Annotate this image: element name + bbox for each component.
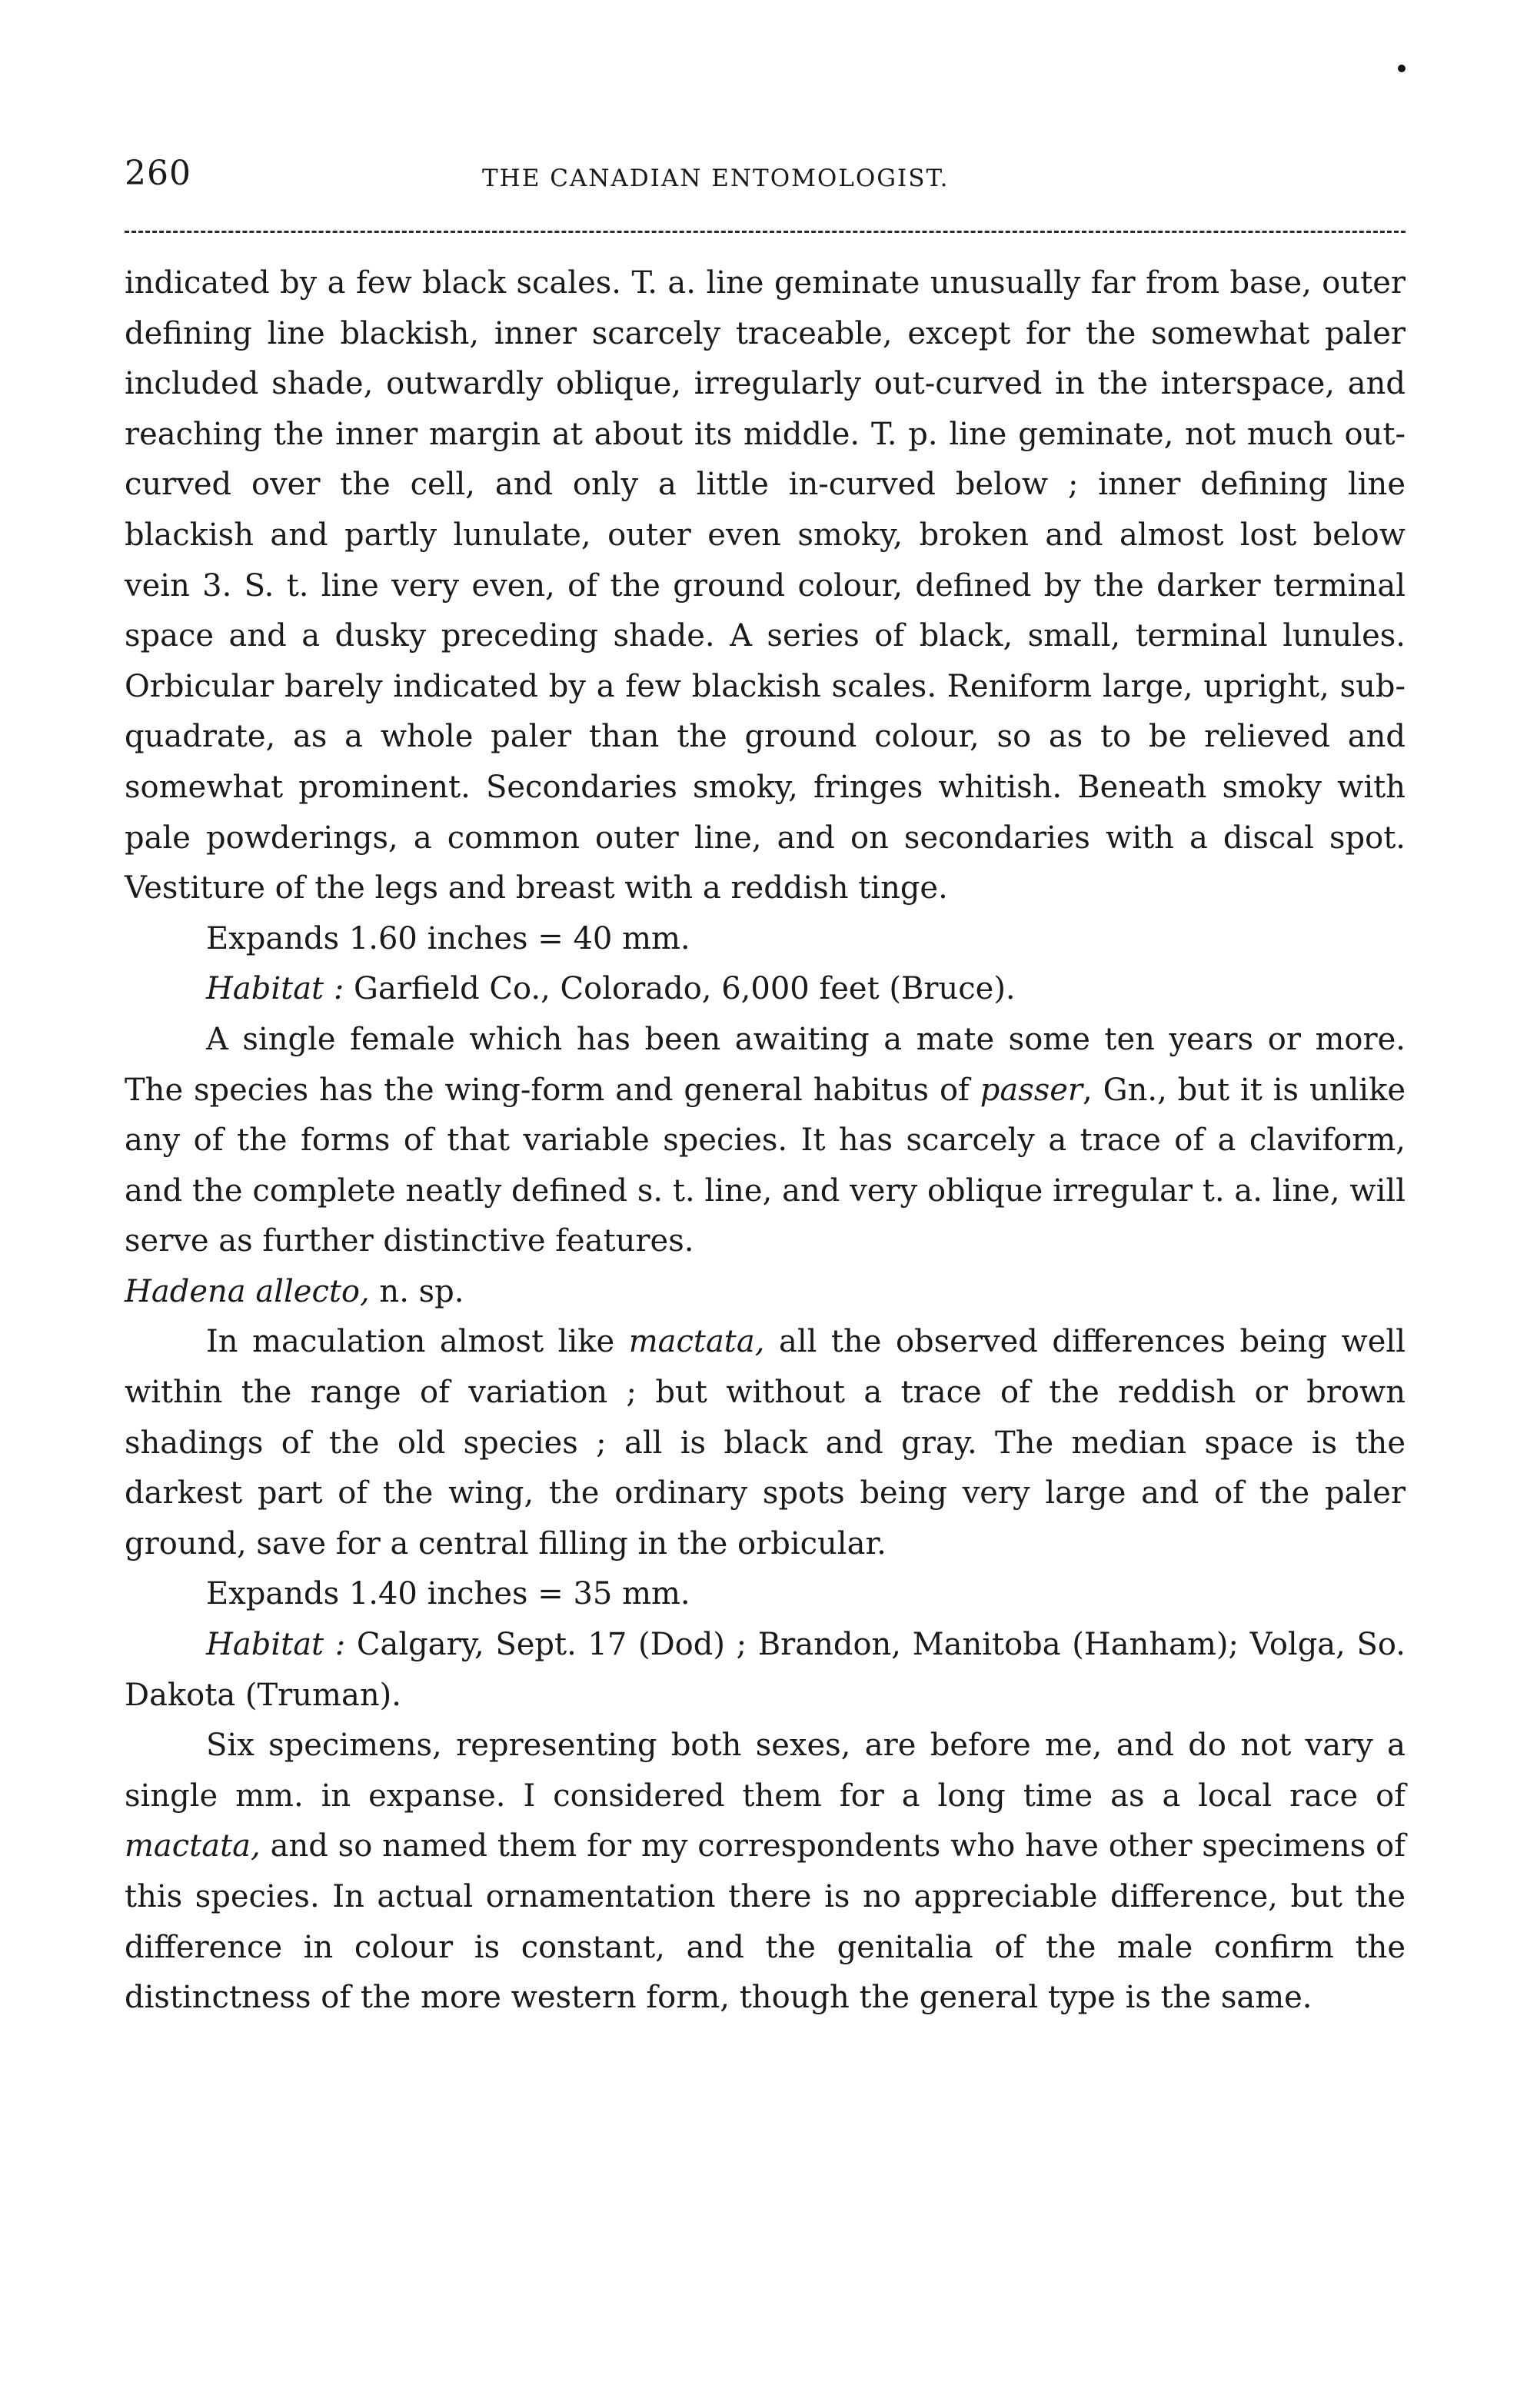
page-header <box>125 154 1406 200</box>
habitat-label: Habitat : <box>206 1627 346 1663</box>
description-text: indicated by a few black scales. T. a. line geminate unusually far from base, outer defining line blackish, inner scarcely traceable, except for the somewhat paler included shade, outwardly oblique, irregularly out-curved in the interspace, and reaching the inner margin at about its middle. T. p. line geminate, not much out-curved over the cell, and only a little in-curved below ; inner defining line blackish and partly lunulate, outer even smoky, broken and almost lost below vein 3. S. t. line very even, of the ground colour, defined by the darker terminal space and a dusky preceding shade. A series of black, small, terminal lunules. Orbicular barely indicated by a few blackish scales. Reniform large, upright, sub-quadrate, as a whole paler than the ground colour, so as to be relieved and somewhat prominent. Secondaries smoky, fringes whitish. Beneath smoky with pale powderings, a common outer line, and on secondaries with a discal spot. Vestiture of the legs and breast with a reddish tinge. <box>125 265 1406 906</box>
maculation-text-b: all the observed differences being well within the range of variation ; but without a trace of the reddish or brown shadings of the old species ; all is black and gray. The median space is the darkest part of the wing, the ordinary spots being very large and of the paler ground, save for a central filling in the orbicular. <box>125 1324 1406 1562</box>
page-number: 260 <box>125 154 191 193</box>
paragraph-habitat-1 <box>125 964 1406 1015</box>
remarks-text-a: Six specimens, representing both sexes, are before me, and do not vary a single mm. in expanse. I considered them for a long time as a local race of <box>125 1728 1406 1814</box>
maculation-text-a: In maculation almost like <box>206 1324 629 1360</box>
expanse-text: Expands 1.60 inches = 40 mm. <box>206 920 690 956</box>
paragraph-habitat-2 <box>125 1620 1406 1721</box>
species-name-mactata: mactata, <box>628 1324 765 1360</box>
paragraph-remarks-2 <box>125 1721 1406 2024</box>
running-title: THE CANADIAN ENTOMOLOGIST. <box>482 165 950 192</box>
ink-speck <box>1398 65 1406 72</box>
remarks-text-a: A single female which has been awaiting a mate some ten years or more. The species has the wing-form and general habitus of <box>125 1021 1406 1108</box>
habitat-text: Garfield Co., Colorado, 6,000 feet (Bruce). <box>344 971 1016 1007</box>
remarks-text-b: and so named them for my correspondents who have other specimens of this species. In actual ornamentation there is no appreciable difference, but the difference in colour is constant, and the genitalia of the male confirm the distinctness of the more western form, though the general type is the same. <box>125 1828 1406 2016</box>
habitat-label: Habitat : <box>206 971 344 1007</box>
header-rule <box>125 231 1406 233</box>
habitat-text: Calgary, Sept. 17 (Dod) ; Brandon, Manitoba (Hanham); Volga, So. Dakota (Truman). <box>125 1627 1406 1713</box>
species-name-mactata: mactata, <box>125 1828 261 1864</box>
body-text <box>125 258 1406 2024</box>
paragraph-expanse-1 <box>125 914 1406 965</box>
paragraph-description <box>125 258 1406 914</box>
paragraph-remarks-1 <box>125 1015 1406 1267</box>
remarks-text-b: , Gn., but it is unlike any of the forms of that variable species. It has scarcely a trace of a claviform, and the complete neatly defined s. t. line, and very oblique irregular t. a. line, will serve as further distinctive features. <box>125 1072 1406 1259</box>
species-name-passer: passer <box>980 1072 1083 1108</box>
expanse-text: Expands 1.40 inches = 35 mm. <box>206 1576 690 1612</box>
paragraph-maculation <box>125 1317 1406 1569</box>
species-heading: Hadena allecto, <box>125 1273 370 1309</box>
species-heading-suffix: n. sp. <box>369 1273 464 1309</box>
paragraph-species-heading <box>125 1267 1406 1318</box>
paragraph-expanse-2 <box>125 1569 1406 1620</box>
